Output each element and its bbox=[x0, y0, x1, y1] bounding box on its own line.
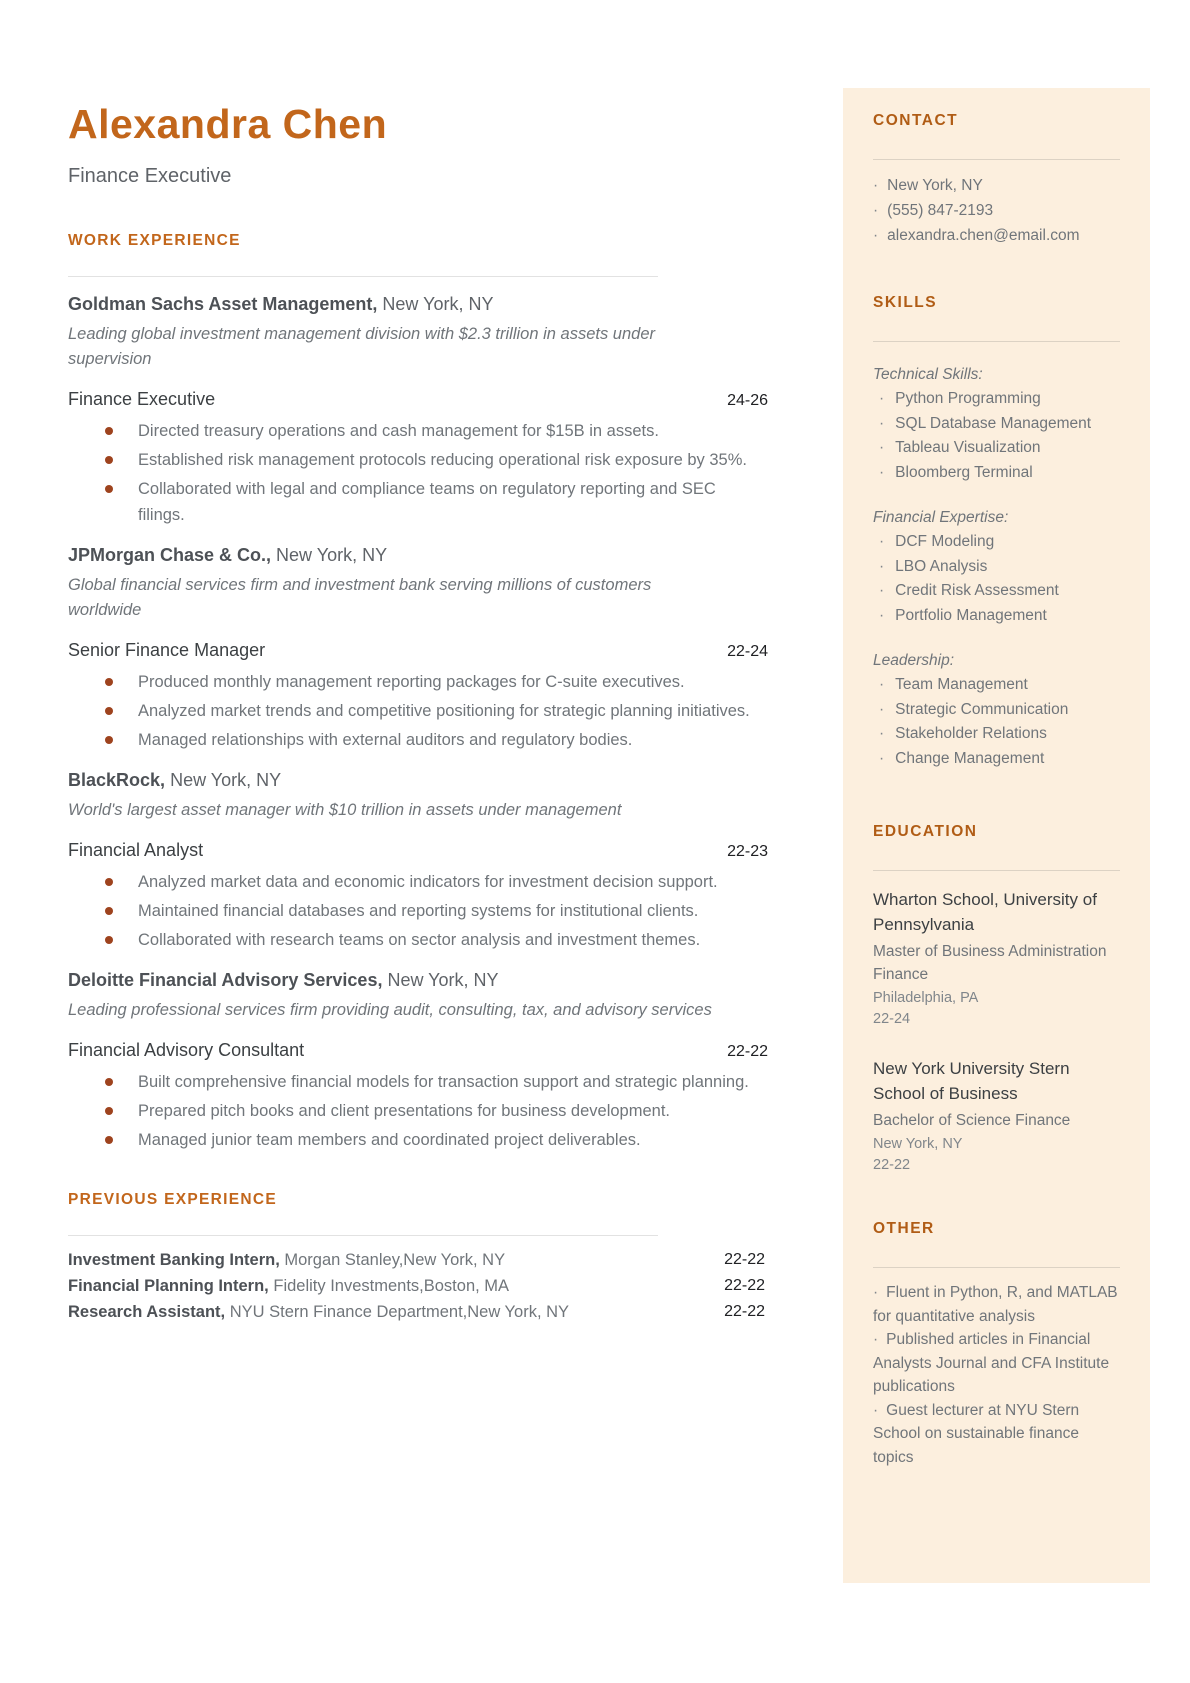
skill-item: · Portfolio Management bbox=[873, 604, 1120, 629]
section-divider bbox=[68, 1235, 658, 1236]
role-row bbox=[68, 639, 768, 662]
skill-item: · Team Management bbox=[873, 673, 1120, 698]
skill-item: · Credit Risk Assessment bbox=[873, 579, 1120, 604]
bullet-item: Collaborated with research teams on sector analysis and investment themes. bbox=[138, 927, 765, 953]
skill-group-financial bbox=[873, 506, 1120, 628]
bullet-item: Maintained financial databases and reporting systems for institutional clients. bbox=[138, 898, 765, 924]
contact-item-location: · New York, NY bbox=[873, 173, 1120, 198]
sidebar-divider bbox=[873, 1267, 1120, 1268]
job-dates: 22-22 bbox=[727, 1043, 768, 1060]
skill-item: · Strategic Communication bbox=[873, 698, 1120, 723]
sidebar bbox=[843, 88, 1150, 1583]
job-title-subtitle: Finance Executive bbox=[68, 165, 232, 187]
bullet-item: Managed relationships with external auditors and regulatory bodies. bbox=[138, 727, 765, 753]
other-item: · Fluent in Python, R, and MATLAB for quantitative analysis bbox=[873, 1281, 1120, 1328]
bullet-item: Managed junior team members and coordinated project deliverables. bbox=[138, 1127, 765, 1153]
bullet-item: Analyzed market trends and competitive positioning for strategic planning initiatives. bbox=[138, 698, 765, 724]
company-location: New York, NY bbox=[165, 770, 282, 790]
school-entry bbox=[873, 887, 1120, 1030]
bullet-item: Produced monthly management reporting packages for C-suite executives. bbox=[138, 669, 765, 695]
prev-org: Morgan Stanley,New York, NY bbox=[279, 1251, 506, 1269]
company-line bbox=[68, 543, 768, 567]
company-line bbox=[68, 768, 768, 792]
school-degree: Master of Business Administration Finance bbox=[873, 943, 1107, 983]
company-line bbox=[68, 292, 768, 316]
other-heading: OTHER bbox=[873, 1220, 935, 1237]
skill-group-leadership bbox=[873, 649, 1120, 771]
skill-item: · SQL Database Management bbox=[873, 412, 1120, 437]
company-description: Leading professional services firm providing audit, consulting, tax, and advisory services bbox=[68, 1001, 712, 1019]
role-title: Financial Analyst bbox=[68, 840, 204, 860]
company-name: Goldman Sachs Asset Management, bbox=[68, 294, 378, 314]
bullet-item: Analyzed market data and economic indicators for investment decision support. bbox=[138, 869, 765, 895]
skill-item: · Change Management bbox=[873, 747, 1120, 772]
company-line bbox=[68, 968, 768, 992]
bullet-item: Prepared pitch books and client presentations for business development. bbox=[138, 1098, 765, 1124]
school-location: New York, NY bbox=[873, 1136, 963, 1152]
skills-heading: SKILLS bbox=[873, 294, 938, 311]
school-dates: 22-24 bbox=[873, 1011, 911, 1027]
job-entry bbox=[68, 292, 768, 528]
company-location: New York, NY bbox=[382, 970, 499, 990]
job-entry bbox=[68, 968, 768, 1153]
job-entry bbox=[68, 768, 768, 953]
skill-group-technical bbox=[873, 363, 1120, 485]
company-name: BlackRock, bbox=[68, 770, 166, 790]
bullet-item: Established risk management protocols reducing operational risk exposure by 35%. bbox=[138, 447, 765, 473]
skill-item: · Tableau Visualization bbox=[873, 436, 1120, 461]
bullet-list bbox=[68, 1069, 768, 1153]
school-location: Philadelphia, PA bbox=[873, 990, 979, 1006]
education-heading: EDUCATION bbox=[873, 823, 978, 840]
bullet-list bbox=[68, 869, 768, 953]
school-name: New York University Stern School of Business bbox=[873, 1059, 1070, 1103]
other-list bbox=[873, 1281, 1120, 1469]
skill-item: · Stakeholder Relations bbox=[873, 722, 1120, 747]
role-title: Financial Advisory Consultant bbox=[68, 1040, 305, 1060]
prev-org: Fidelity Investments,Boston, MA bbox=[268, 1277, 510, 1295]
company-description: World's largest asset manager with $10 trillion in assets under management bbox=[68, 801, 622, 819]
contact-section bbox=[873, 112, 1120, 248]
skill-item: · DCF Modeling bbox=[873, 530, 1120, 555]
company-name: Deloitte Financial Advisory Services, bbox=[68, 970, 383, 990]
other-item: · Published articles in Financial Analysts Journal and CFA Institute publications bbox=[873, 1328, 1120, 1399]
prev-dates: 22-22 bbox=[724, 1251, 765, 1268]
company-location: New York, NY bbox=[377, 294, 494, 314]
bullet-list bbox=[68, 669, 768, 753]
prev-role-org bbox=[68, 1247, 505, 1273]
sidebar-divider bbox=[873, 159, 1120, 160]
job-dates: 22-23 bbox=[727, 843, 768, 860]
prev-role: Research Assistant, bbox=[68, 1303, 226, 1321]
contact-item-phone: · (555) 847-2193 bbox=[873, 198, 1120, 223]
bullet-list bbox=[68, 418, 768, 528]
contact-heading: CONTACT bbox=[873, 112, 959, 129]
prev-role: Investment Banking Intern, bbox=[68, 1251, 280, 1269]
education-section bbox=[873, 823, 1120, 1176]
school-degree: Bachelor of Science Finance bbox=[873, 1112, 1071, 1129]
prev-role-org bbox=[68, 1273, 509, 1299]
previous-experience-heading: PREVIOUS EXPERIENCE bbox=[68, 1191, 278, 1208]
job-dates: 22-24 bbox=[727, 643, 768, 660]
other-item: · Guest lecturer at NYU Stern School on sustainable finance topics bbox=[873, 1399, 1120, 1470]
job-entry bbox=[68, 543, 768, 753]
contact-list bbox=[873, 173, 1120, 248]
skill-group-label: Leadership: bbox=[873, 652, 955, 669]
bullet-item: Collaborated with legal and compliance teams on regulatory reporting and SEC filings. bbox=[138, 476, 765, 528]
school-dates: 22-22 bbox=[873, 1157, 911, 1173]
role-title: Finance Executive bbox=[68, 389, 216, 409]
company-name: JPMorgan Chase & Co., bbox=[68, 545, 272, 565]
page-title: Alexandra Chen bbox=[68, 101, 388, 147]
bullet-item: Built comprehensive financial models for transaction support and strategic planning. bbox=[138, 1069, 765, 1095]
skill-item: · Bloomberg Terminal bbox=[873, 461, 1120, 486]
prev-dates: 22-22 bbox=[724, 1277, 765, 1294]
role-title: Senior Finance Manager bbox=[68, 640, 266, 660]
previous-experience-row bbox=[68, 1299, 765, 1325]
role-row bbox=[68, 388, 768, 411]
work-experience-heading: WORK EXPERIENCE bbox=[68, 232, 241, 249]
school-entry bbox=[873, 1056, 1120, 1176]
school-name: Wharton School, University of Pennsylvania bbox=[873, 890, 1097, 934]
skill-item: · Python Programming bbox=[873, 387, 1120, 412]
contact-item-email: · alexandra.chen@email.com bbox=[873, 223, 1120, 248]
section-divider bbox=[68, 276, 658, 277]
prev-role: Financial Planning Intern, bbox=[68, 1277, 269, 1295]
bullet-item: Directed treasury operations and cash management for $15B in assets. bbox=[138, 418, 765, 444]
previous-experience-list bbox=[68, 1247, 765, 1325]
skill-group-label: Financial Expertise: bbox=[873, 509, 1009, 526]
main-column bbox=[68, 0, 768, 1325]
previous-experience-row bbox=[68, 1247, 765, 1273]
previous-experience-row bbox=[68, 1273, 765, 1299]
company-location: New York, NY bbox=[271, 545, 388, 565]
skills-section bbox=[873, 294, 1120, 771]
job-dates: 24-26 bbox=[727, 392, 768, 409]
skill-group-label: Technical Skills: bbox=[873, 366, 983, 383]
role-row bbox=[68, 1039, 768, 1062]
skill-item: · LBO Analysis bbox=[873, 555, 1120, 580]
prev-org: NYU Stern Finance Department,New York, NY bbox=[225, 1303, 570, 1321]
sidebar-divider bbox=[873, 870, 1120, 871]
role-row bbox=[68, 839, 768, 862]
company-description: Leading global investment management division with $2.3 trillion in assets under supervision bbox=[68, 325, 656, 368]
prev-dates: 22-22 bbox=[724, 1303, 765, 1320]
company-description: Global financial services firm and investment bank serving millions of customers worldwide bbox=[68, 576, 652, 619]
prev-role-org bbox=[68, 1299, 569, 1325]
other-section bbox=[873, 1220, 1120, 1469]
sidebar-divider bbox=[873, 341, 1120, 342]
